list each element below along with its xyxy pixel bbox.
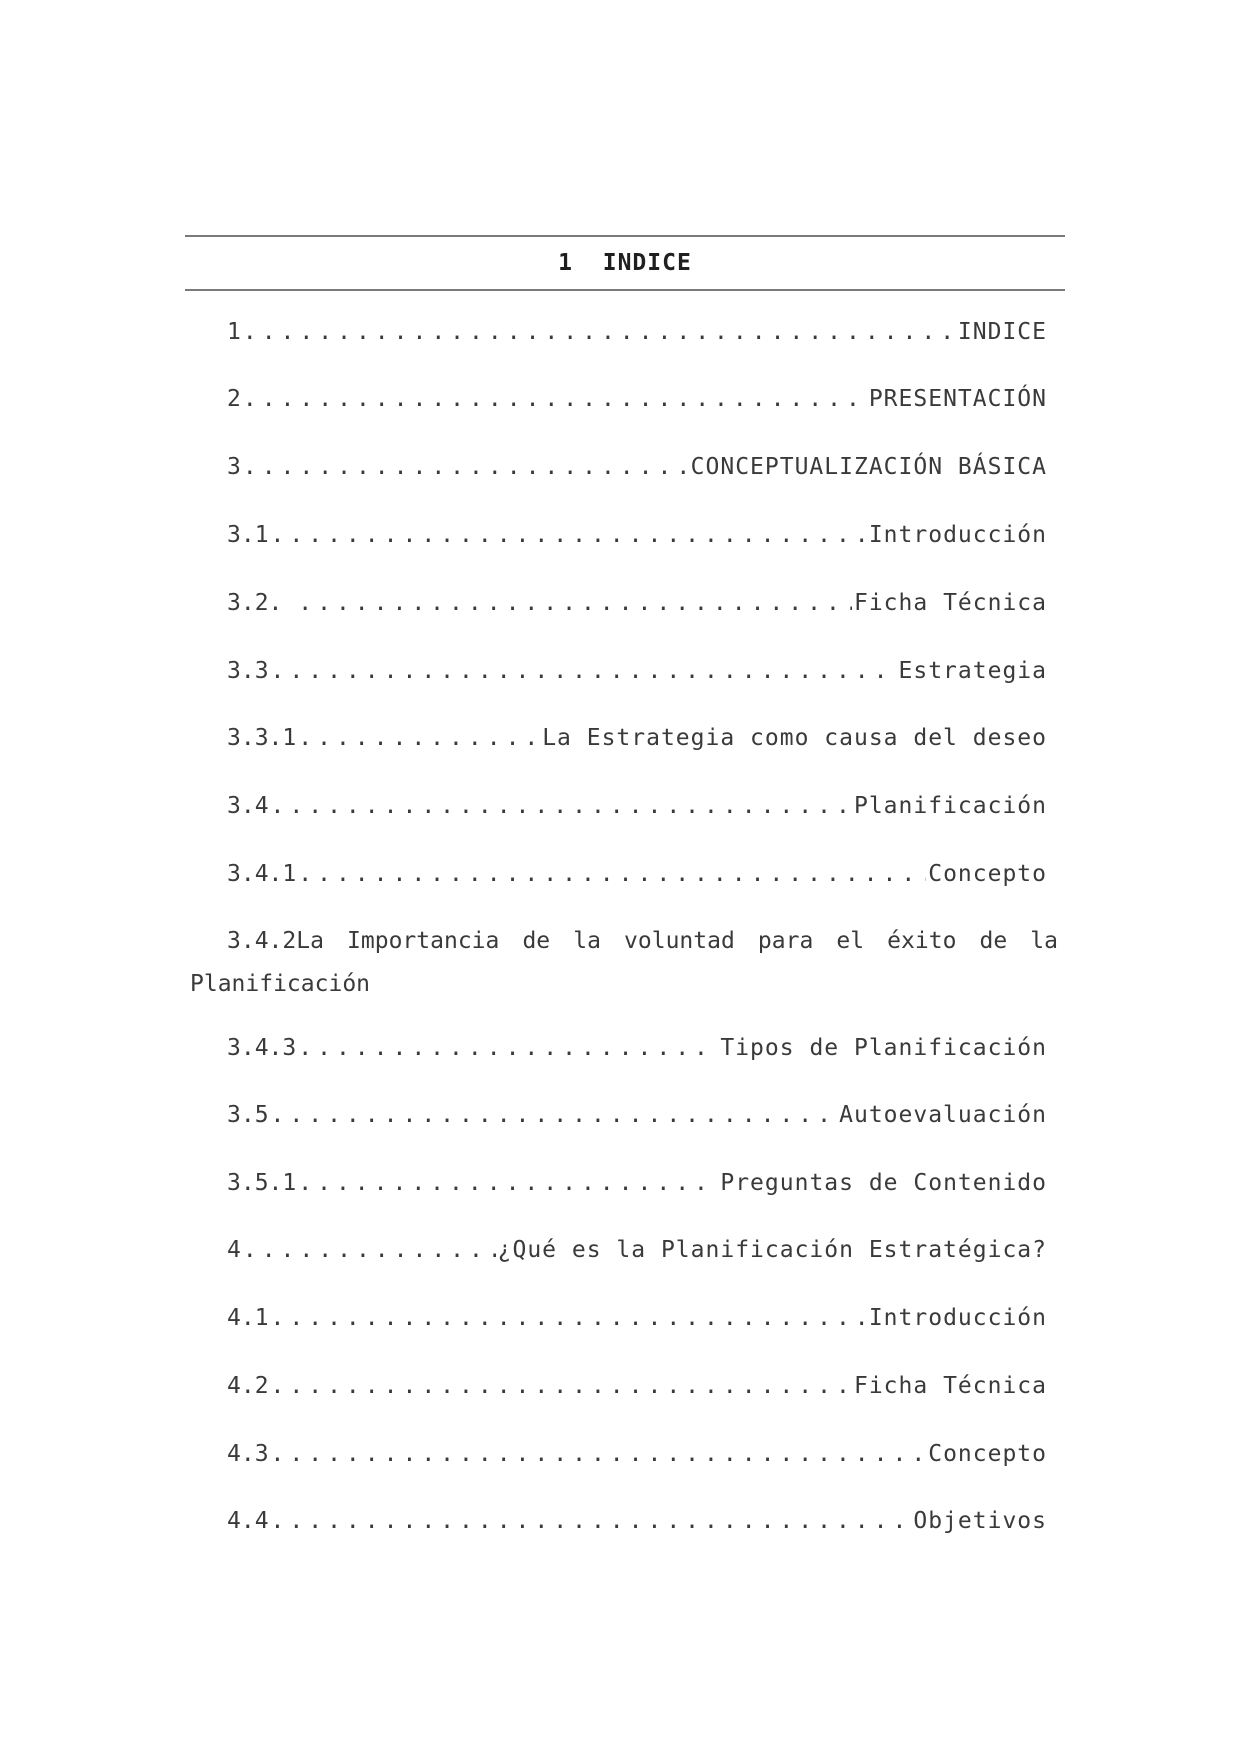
toc-entry-label: Preguntas de Contenido bbox=[720, 1170, 1047, 1196]
toc-entry-number: 4.1 bbox=[227, 1305, 269, 1331]
toc-leader-dots bbox=[271, 1098, 838, 1132]
toc-leader-dots bbox=[271, 518, 867, 552]
toc-entry[interactable] bbox=[227, 382, 1047, 416]
toc-entry-number: 4.4 bbox=[227, 1508, 269, 1534]
toc-entry[interactable] bbox=[227, 518, 1047, 552]
toc-entry-label: La Estrategia como causa del deseo bbox=[542, 725, 1047, 751]
toc-entry-number: 3.5 bbox=[227, 1102, 269, 1128]
toc-entry[interactable] bbox=[227, 1437, 1047, 1471]
toc-entry[interactable] bbox=[227, 1166, 1047, 1200]
toc-entry-number: 3.1 bbox=[227, 522, 269, 548]
toc-entry-label: Autoevaluación bbox=[839, 1102, 1047, 1128]
toc-entry[interactable] bbox=[227, 857, 1047, 891]
toc-leader-dots bbox=[298, 857, 926, 891]
toc-leader-dots bbox=[271, 1504, 912, 1538]
toc-entry-label: Introducción bbox=[868, 1305, 1047, 1331]
toc-leader-dots bbox=[298, 721, 540, 755]
toc-entry-label: Estrategia bbox=[898, 658, 1047, 684]
toc-entry-label: CONCEPTUALIZACIÓN BÁSICA bbox=[690, 454, 1047, 480]
toc-leader-dots bbox=[243, 450, 689, 484]
toc-leader-dots bbox=[298, 1031, 718, 1065]
toc-entry[interactable] bbox=[227, 1233, 1047, 1267]
toc-entry-number: 3.3 bbox=[227, 658, 269, 684]
toc-entry-label: INDICE bbox=[957, 319, 1047, 345]
toc-entry-label: Tipos de Planificación bbox=[720, 1035, 1047, 1061]
toc-entry-label: Concepto bbox=[928, 861, 1047, 887]
toc-entry-label: Introducción bbox=[868, 522, 1047, 548]
toc-entry-label: La Importancia de la voluntad para el éxito de la Planificación bbox=[190, 928, 1058, 997]
toc-entry[interactable] bbox=[227, 1504, 1047, 1538]
toc-entry[interactable] bbox=[227, 1098, 1047, 1132]
toc-entry[interactable] bbox=[227, 586, 1047, 620]
toc-entry-label: Ficha Técnica bbox=[853, 1373, 1047, 1399]
toc-entry-number: 1 bbox=[227, 319, 241, 345]
toc-entry-label: PRESENTACIÓN bbox=[868, 386, 1047, 412]
index-heading bbox=[185, 235, 1065, 291]
toc-entry-number: 3.4 bbox=[227, 793, 269, 819]
toc-leader-dots bbox=[243, 315, 956, 349]
toc-leader-dots bbox=[271, 1301, 867, 1335]
toc-leader-dots bbox=[243, 1233, 496, 1267]
toc-entry-number: 4.2 bbox=[227, 1373, 269, 1399]
toc-entry-label: Concepto bbox=[928, 1441, 1047, 1467]
toc-entry-label: Ficha Técnica bbox=[853, 590, 1047, 616]
toc-entry-number: 3.5.1 bbox=[227, 1170, 297, 1196]
toc-entry[interactable] bbox=[227, 1031, 1047, 1065]
toc-entry[interactable] bbox=[227, 450, 1047, 484]
toc-entry-number: 3.4.1 bbox=[227, 861, 297, 887]
toc-entry-label: Planificación bbox=[853, 793, 1047, 819]
toc-entry[interactable] bbox=[227, 1369, 1047, 1403]
toc-entry-number: 3.4.3 bbox=[227, 1035, 297, 1061]
index-heading-number: 1 bbox=[558, 250, 574, 276]
toc-entry[interactable] bbox=[227, 654, 1047, 688]
toc-entry-label: Objetivos bbox=[913, 1508, 1047, 1534]
toc-leader-dots bbox=[243, 382, 867, 416]
toc-leader-dots bbox=[271, 1369, 852, 1403]
toc-entry-number: 3 bbox=[227, 454, 241, 480]
toc-entry[interactable] bbox=[227, 721, 1047, 755]
toc-entry[interactable] bbox=[227, 1301, 1047, 1335]
toc-leader-dots bbox=[271, 1437, 927, 1471]
toc-leader-dots bbox=[271, 654, 897, 688]
toc-entry[interactable] bbox=[227, 789, 1047, 823]
toc-entry-number: 2 bbox=[227, 386, 241, 412]
toc-leader-dots bbox=[298, 586, 852, 620]
toc-entry-number: 3.3.1 bbox=[227, 725, 297, 751]
toc-entry[interactable] bbox=[227, 315, 1047, 349]
toc-leader-dots bbox=[298, 1166, 718, 1200]
index-heading-text: INDICE bbox=[602, 250, 692, 276]
toc-entry-number: 3.4.2 bbox=[227, 928, 297, 954]
toc-entry-wrapped[interactable] bbox=[190, 920, 1058, 1006]
toc-entry-number: 4.3 bbox=[227, 1441, 269, 1467]
toc-leader-dots bbox=[271, 789, 852, 823]
toc-entry-number: 4 bbox=[227, 1237, 241, 1263]
toc-entry-label: ¿Qué es la Planificación Estratégica? bbox=[497, 1237, 1047, 1263]
toc-entry-number: 3.2. bbox=[227, 590, 297, 616]
